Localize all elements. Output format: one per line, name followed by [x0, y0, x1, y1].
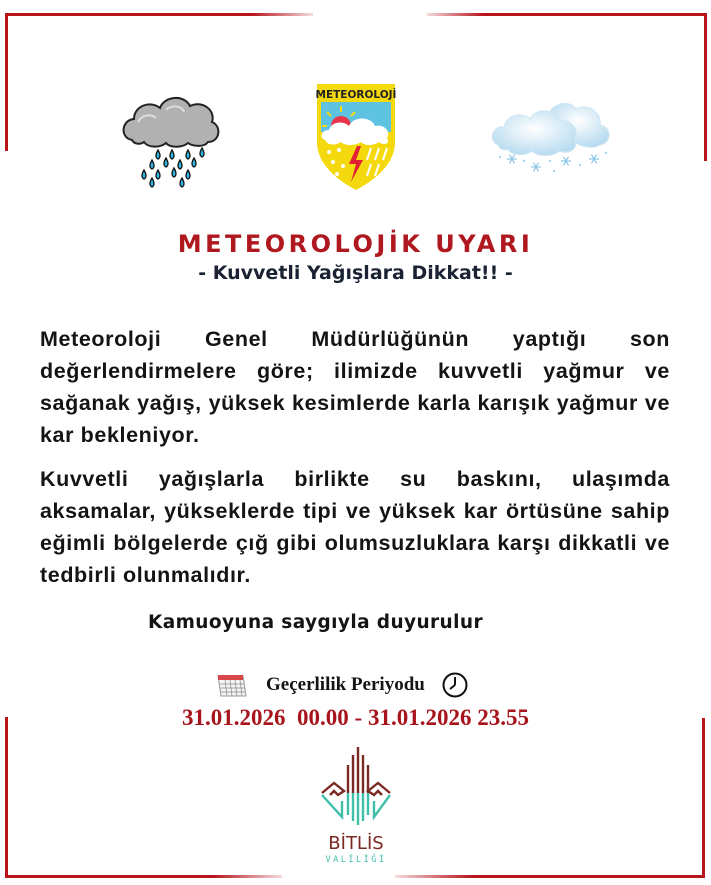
- validity-period-header: [215, 670, 505, 700]
- bitlis-valiligi-logo: [318, 745, 394, 865]
- frame-left-top: [5, 13, 8, 151]
- page-title: METEOROLOJİK UYARI: [177, 230, 534, 258]
- frame-top-right: [427, 13, 707, 16]
- validity-period-label: Geçerlilik Periyodu: [266, 674, 425, 695]
- meteoroloji-logo-text: METEOROLOJİ: [315, 89, 397, 101]
- frame-bottom-right: [395, 875, 705, 878]
- validity-period-range: 31.01.2026 00.00 - 31.01.2026 23.55: [182, 705, 529, 730]
- frame-left-bottom: [5, 717, 8, 878]
- meteoroloji-logo: [315, 82, 397, 192]
- frame-bottom-left: [5, 875, 282, 878]
- snow-cloud-icon: [490, 95, 615, 175]
- frame-right-top: [704, 13, 707, 161]
- rain-cloud-icon: [118, 88, 223, 188]
- closing-text: Kamuoyuna saygıyla duyurulur: [148, 612, 483, 633]
- bitlis-logo-sub: VALİLİĞİ: [325, 855, 387, 865]
- body-paragraph-1: Meteoroloji Genel Müdürlüğünün yaptığı son değerlendirmelere göre; ilimizde kuvvetli yağmur ve sağanak yağış, yüksek kesimlerde karla karışık yağmur ve kar bekleniyor.: [40, 327, 670, 447]
- calendar-icon: [215, 672, 248, 698]
- clock-icon: [441, 671, 469, 699]
- frame-top-left: [5, 13, 313, 16]
- bitlis-logo-name: BİTLİS: [328, 833, 384, 854]
- body-paragraph-2: Kuvvetli yağışlarla birlikte su baskını, ulaşımda aksamalar, yükseklerde tipi ve yüksek kar örtüsüne sahip eğimli bölgelerde çığ gibi olumsuzluklara karşı dikkatli ve tedbirli olunmalıdır.: [40, 467, 670, 587]
- page-subtitle: - Kuvvetli Yağışlara Dikkat!! -: [198, 262, 513, 284]
- frame-right-bottom: [702, 718, 705, 878]
